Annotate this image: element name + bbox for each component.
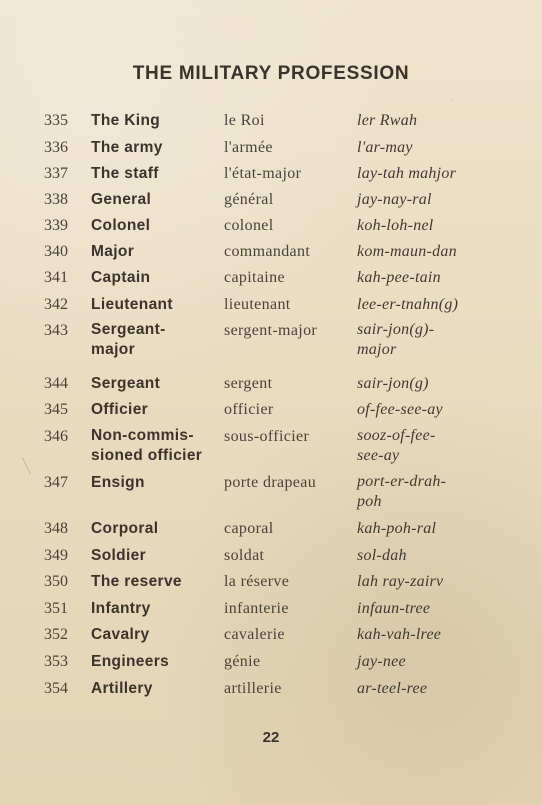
entry-number: 346 bbox=[44, 428, 68, 445]
page-number: 22 bbox=[262, 729, 280, 746]
table-row bbox=[0, 294, 542, 320]
french-term: colonel bbox=[224, 217, 274, 234]
pronunciation: sair-jon(g) bbox=[357, 375, 429, 392]
english-term: Captain bbox=[91, 269, 151, 286]
english-term: Sergeant bbox=[91, 375, 161, 392]
english-term: Engineers bbox=[91, 653, 170, 670]
entry-number: 341 bbox=[44, 269, 68, 286]
entry-number: 337 bbox=[44, 165, 68, 182]
pronunciation: kom-maun-dan bbox=[357, 243, 457, 260]
english-term: Lieutenant bbox=[91, 296, 173, 313]
paper-speck bbox=[452, 99, 454, 100]
vocabulary-table bbox=[0, 110, 542, 710]
pronunciation: sooz-of-fee- see-ay bbox=[357, 427, 436, 464]
pronunciation: kah-poh-ral bbox=[357, 520, 437, 537]
entry-number: 342 bbox=[44, 296, 68, 313]
french-term: génie bbox=[224, 653, 261, 670]
table-row bbox=[0, 651, 542, 677]
table-row bbox=[0, 163, 542, 189]
entry-number: 345 bbox=[44, 401, 68, 418]
french-term: l'état-major bbox=[224, 165, 302, 182]
table-row bbox=[0, 373, 542, 399]
pronunciation: lah ray-zairv bbox=[357, 573, 444, 590]
french-term: officier bbox=[224, 401, 274, 418]
entry-number: 354 bbox=[44, 680, 68, 697]
english-term: Soldier bbox=[91, 547, 146, 564]
french-term: capitaine bbox=[224, 269, 285, 286]
entry-number: 336 bbox=[44, 139, 68, 156]
french-term: le Roi bbox=[224, 112, 265, 129]
pronunciation: jay-nay-ral bbox=[357, 191, 432, 208]
french-term: artillerie bbox=[224, 680, 282, 697]
pronunciation: lay-tah mahjor bbox=[357, 165, 457, 182]
french-term: commandant bbox=[224, 243, 311, 260]
table-row bbox=[0, 110, 542, 136]
entry-number: 351 bbox=[44, 600, 68, 617]
table-row bbox=[0, 426, 542, 470]
french-term: soldat bbox=[224, 547, 265, 564]
entry-number: 348 bbox=[44, 520, 68, 537]
pronunciation: lee-er-tnahn(g) bbox=[357, 296, 459, 313]
pronunciation: ar-teel-ree bbox=[357, 680, 428, 697]
table-row bbox=[0, 137, 542, 163]
entry-number: 347 bbox=[44, 474, 68, 491]
english-term: Officier bbox=[91, 401, 149, 418]
table-row bbox=[0, 267, 542, 293]
table-row bbox=[0, 545, 542, 571]
french-term: lieutenant bbox=[224, 296, 291, 313]
table-row bbox=[0, 399, 542, 425]
table-row bbox=[0, 598, 542, 624]
entry-number: 344 bbox=[44, 375, 68, 392]
page-title: THE MILITARY PROFESSION bbox=[132, 63, 410, 84]
entry-number: 343 bbox=[44, 322, 68, 339]
french-term: porte drapeau bbox=[224, 474, 317, 491]
pronunciation: sair-jon(g)- major bbox=[357, 321, 435, 358]
french-term: sergent bbox=[224, 375, 273, 392]
table-row bbox=[0, 320, 542, 364]
english-term: Cavalry bbox=[91, 626, 150, 643]
entry-number: 349 bbox=[44, 547, 68, 564]
english-term: Artillery bbox=[91, 680, 153, 697]
english-term: Corporal bbox=[91, 520, 159, 537]
english-term: Non-commis- sioned officier bbox=[91, 427, 203, 464]
table-row bbox=[0, 189, 542, 215]
english-term: The reserve bbox=[91, 573, 182, 590]
english-term: Colonel bbox=[91, 217, 151, 234]
table-row bbox=[0, 624, 542, 650]
french-term: sous-officier bbox=[224, 428, 310, 445]
paper-speck bbox=[14, 18, 15, 19]
pronunciation: of-fee-see-ay bbox=[357, 401, 443, 418]
pronunciation: l'ar-may bbox=[357, 139, 413, 156]
table-row bbox=[0, 678, 542, 704]
french-term: infanterie bbox=[224, 600, 289, 617]
french-term: sergent-major bbox=[224, 322, 318, 339]
english-term: Sergeant- major bbox=[91, 321, 166, 358]
entry-number: 352 bbox=[44, 626, 68, 643]
pronunciation: kah-pee-tain bbox=[357, 269, 441, 286]
french-term: caporal bbox=[224, 520, 274, 537]
entry-number: 335 bbox=[44, 112, 68, 129]
english-term: Infantry bbox=[91, 600, 151, 617]
pronunciation: port-er-drah- poh bbox=[357, 473, 447, 510]
english-term: The staff bbox=[91, 165, 159, 182]
english-term: Major bbox=[91, 243, 135, 260]
english-term: Ensign bbox=[91, 474, 145, 491]
pronunciation: ler Rwah bbox=[357, 112, 418, 129]
english-term: General bbox=[91, 191, 152, 208]
table-row bbox=[0, 571, 542, 597]
entry-number: 338 bbox=[44, 191, 68, 208]
table-row bbox=[0, 215, 542, 241]
pronunciation: jay-nee bbox=[357, 653, 406, 670]
pronunciation: infaun-tree bbox=[357, 600, 431, 617]
entry-number: 339 bbox=[44, 217, 68, 234]
table-row bbox=[0, 472, 542, 516]
entry-number: 353 bbox=[44, 653, 68, 670]
french-term: cavalerie bbox=[224, 626, 285, 643]
pronunciation: sol-dah bbox=[357, 547, 407, 564]
french-term: général bbox=[224, 191, 274, 208]
english-term: The King bbox=[91, 112, 161, 129]
english-term: The army bbox=[91, 139, 163, 156]
french-term: l'armée bbox=[224, 139, 273, 156]
pronunciation: kah-vah-lree bbox=[357, 626, 442, 643]
entry-number: 340 bbox=[44, 243, 68, 260]
pronunciation: koh-loh-nel bbox=[357, 217, 434, 234]
entry-number: 350 bbox=[44, 573, 68, 590]
table-row bbox=[0, 241, 542, 267]
french-term: la réserve bbox=[224, 573, 290, 590]
table-row bbox=[0, 518, 542, 544]
